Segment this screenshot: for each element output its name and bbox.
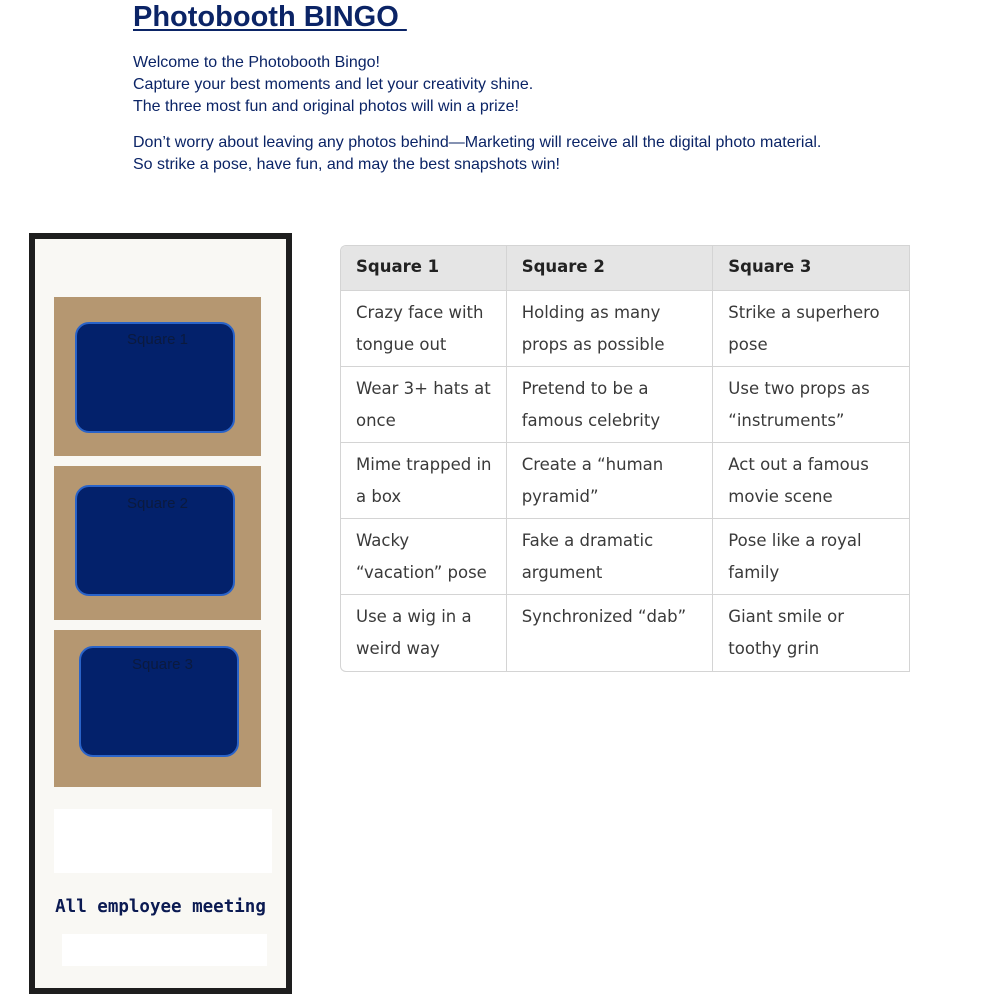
table-cell: Wear 3+ hats at once xyxy=(341,367,507,443)
intro-line: Welcome to the Photobooth Bingo! xyxy=(133,54,380,71)
table-cell: Strike a superhero pose xyxy=(713,291,910,367)
intro-line: Capture your best moments and let your creativity shine. xyxy=(133,76,534,93)
photo-label: Square 3 xyxy=(132,656,193,673)
photo-frame xyxy=(54,297,261,456)
bingo-table xyxy=(340,245,910,672)
photostrip xyxy=(29,233,292,994)
table-cell: Giant smile or toothy grin xyxy=(713,595,910,671)
table-cell: Crazy face with tongue out xyxy=(341,291,507,367)
table-row xyxy=(341,443,910,519)
table-cell: Mime trapped in a box xyxy=(341,443,507,519)
column-header: Square 2 xyxy=(507,246,714,291)
table-cell: Pose like a royal family xyxy=(713,519,910,595)
table-cell: Pretend to be a famous celebrity xyxy=(507,367,714,443)
table-cell: Synchronized “dab” xyxy=(507,595,714,671)
table-row xyxy=(341,291,910,367)
photo-frame xyxy=(54,466,261,620)
strip-blank-area xyxy=(62,934,267,966)
intro-line: So strike a pose, have fun, and may the best snapshots win! xyxy=(133,156,560,173)
table-cell: Create a “human pyramid” xyxy=(507,443,714,519)
intro-line: Don’t worry about leaving any photos behind—Marketing will receive all the digital photo material. xyxy=(133,134,822,151)
table-cell: Act out a famous movie scene xyxy=(713,443,910,519)
table-cell: Wacky “vacation” pose xyxy=(341,519,507,595)
photo-label: Square 1 xyxy=(127,331,188,348)
strip-caption: All employee meeting xyxy=(55,897,266,917)
table-cell: Fake a dramatic argument xyxy=(507,519,714,595)
intro-paragraph xyxy=(133,52,533,118)
photo-label: Square 2 xyxy=(127,495,188,512)
column-header: Square 3 xyxy=(713,246,910,291)
table-cell: Use two props as “instruments” xyxy=(713,367,910,443)
table-row xyxy=(341,519,910,595)
table-cell: Holding as many props as possible xyxy=(507,291,714,367)
page-title: Photobooth BINGO xyxy=(133,1,407,33)
column-header: Square 1 xyxy=(341,246,507,291)
closing-paragraph xyxy=(133,132,821,176)
table-row xyxy=(341,595,910,671)
table-header-row xyxy=(341,246,910,291)
photo-frame xyxy=(54,630,261,787)
intro-line: The three most fun and original photos will win a prize! xyxy=(133,98,519,115)
table-row xyxy=(341,367,910,443)
table-cell: Use a wig in a weird way xyxy=(341,595,507,671)
strip-blank-area xyxy=(54,809,272,873)
